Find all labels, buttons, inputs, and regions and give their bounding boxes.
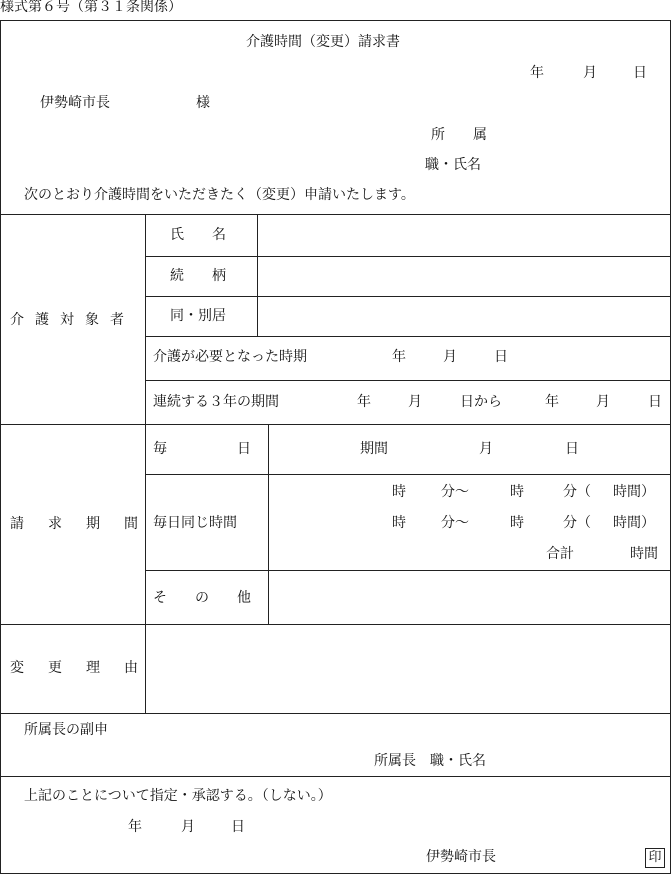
endorsement-label: 所属長の副申 <box>24 722 108 738</box>
divider-row <box>145 474 671 475</box>
time-row-1-minute2: 分（ <box>563 484 591 500</box>
period-month-1: 月 <box>408 394 422 410</box>
daily-label: 毎 日 <box>153 441 251 457</box>
time-row-1-hours: 時間） <box>613 484 655 500</box>
divider-endorsement-bottom <box>0 776 671 777</box>
daily-period-month: 月 <box>479 441 493 457</box>
table-border-top <box>0 20 671 21</box>
time-row-1-hour2: 時 <box>510 484 524 500</box>
seal-mark: 印 <box>645 848 665 868</box>
period-month-2: 月 <box>596 394 610 410</box>
divider-row <box>145 296 671 297</box>
divider-request-period-bottom <box>0 624 671 625</box>
divider-change-reason-bottom <box>0 713 671 714</box>
time-row-2-minute1: 分～ <box>441 515 469 531</box>
honorific: 様 <box>196 95 210 111</box>
total-label: 合計 <box>546 546 574 562</box>
applicant-name-label: 職・氏名 <box>425 157 481 173</box>
form-title: 介護時間（変更）請求書 <box>246 34 400 50</box>
time-row-2-hour2: 時 <box>510 515 524 531</box>
approval-date-day: 日 <box>231 819 245 835</box>
header-date-day: 日 <box>633 65 647 81</box>
addressee: 伊勢崎市長 <box>40 95 110 111</box>
total-unit: 時間 <box>630 546 658 562</box>
target-cohabitation-label: 同・別居 <box>170 308 226 324</box>
period-day-2: 日 <box>648 394 662 410</box>
form-number-label: 様式第６号（第３１条関係） <box>0 0 182 15</box>
divider-col <box>257 214 258 336</box>
care-needed-label: 介護が必要となった時期 <box>153 349 307 365</box>
period-year-1: 年 <box>357 394 371 410</box>
same-time-label: 毎日同じ時間 <box>153 515 237 531</box>
affiliation-label: 所 属 <box>431 127 487 143</box>
time-row-1-minute1: 分～ <box>441 484 469 500</box>
divider-label-column <box>145 214 146 713</box>
request-period-section-label: 請求期間 <box>10 516 162 532</box>
endorsement-signer: 所属長 職・氏名 <box>374 753 486 769</box>
time-row-2-minute2: 分（ <box>563 515 591 531</box>
time-row-2-hour1: 時 <box>392 515 406 531</box>
divider-row <box>145 570 671 571</box>
daily-period-label: 期間 <box>360 441 388 457</box>
other-label: そ の 他 <box>153 590 251 606</box>
header-date-month: 月 <box>583 65 597 81</box>
divider-row <box>145 380 671 381</box>
target-relation-label: 続 柄 <box>170 268 226 284</box>
divider-row <box>145 336 671 337</box>
request-statement: 次のとおり介護時間をいただきたく（変更）申請いたします。 <box>24 187 415 203</box>
period-year-2: 年 <box>545 394 559 410</box>
divider-header-bottom <box>0 214 671 215</box>
care-needed-year: 年 <box>392 349 406 365</box>
header-date-year: 年 <box>530 65 544 81</box>
target-name-label: 氏 名 <box>170 227 226 243</box>
period-day-from: 日から <box>460 394 502 410</box>
care-target-section-label: 介護対象者 <box>10 312 135 328</box>
divider-col <box>268 424 269 624</box>
divider-care-target-bottom <box>0 424 671 425</box>
consecutive-period-label: 連続する３年の期間 <box>153 394 279 410</box>
table-border-left <box>0 20 1 874</box>
approval-mayor: 伊勢崎市長 <box>426 849 496 865</box>
divider-row <box>145 256 671 257</box>
approval-statement: 上記のことについて指定・承認する。（しない。） <box>24 788 332 804</box>
time-row-2-hours: 時間） <box>613 515 655 531</box>
approval-date-month: 月 <box>181 819 195 835</box>
daily-period-day: 日 <box>565 441 579 457</box>
approval-date-year: 年 <box>128 819 142 835</box>
change-reason-label: 変更理由 <box>10 660 162 676</box>
care-needed-month: 月 <box>443 349 457 365</box>
time-row-1-hour1: 時 <box>392 484 406 500</box>
care-needed-day: 日 <box>494 349 508 365</box>
